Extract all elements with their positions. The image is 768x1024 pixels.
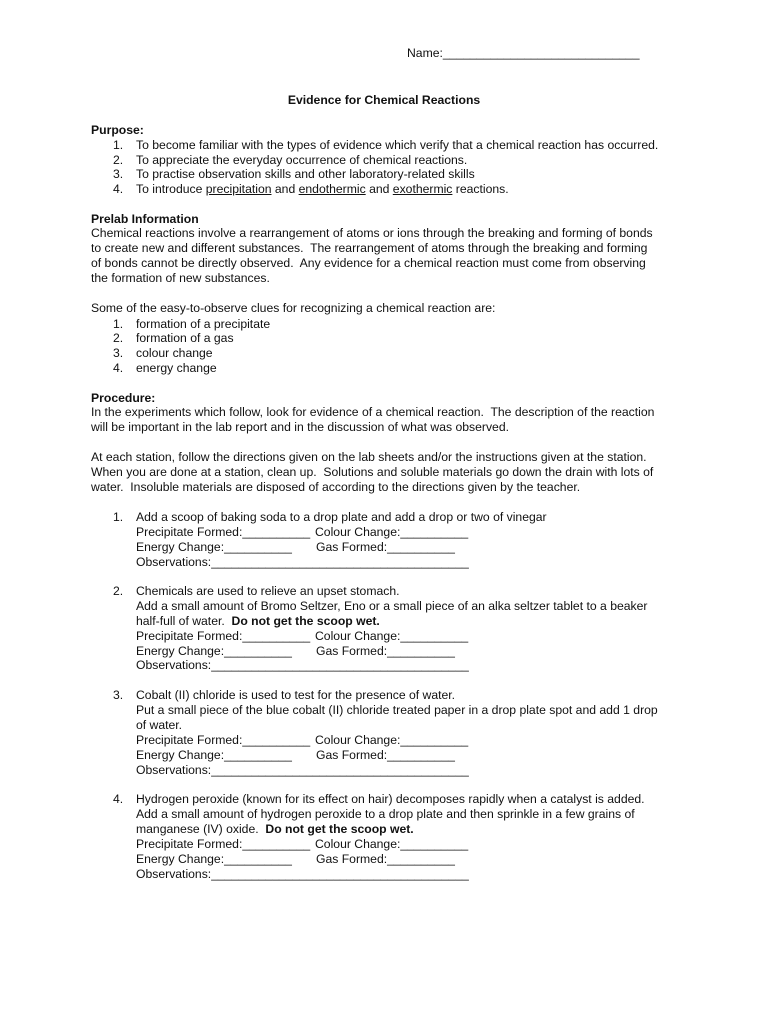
- station-2-line-1: Chemicals are used to relieve an upset stomach.: [136, 584, 400, 598]
- clue-number-1: 1.: [113, 317, 124, 331]
- station-1-observations: Observations:______________________________________: [136, 555, 469, 569]
- station-2-observations: Observations:______________________________________: [136, 658, 469, 672]
- station-4-colour: Colour Change:__________: [315, 837, 469, 851]
- station-4-precipitate: Precipitate Formed:__________: [136, 837, 311, 851]
- station-2-energy: Energy Change:__________: [136, 644, 292, 658]
- clue-item-3: colour change: [136, 346, 213, 360]
- term-precipitation: precipitation: [205, 182, 272, 196]
- term-exothermic: exothermic: [392, 182, 453, 196]
- prelab-heading: Prelab Information: [91, 212, 199, 226]
- procedure-heading: Procedure:: [91, 391, 156, 405]
- station-4-line-3-text: manganese (IV) oxide.: [136, 822, 266, 836]
- purpose-number-3: 3.: [113, 167, 124, 181]
- station-4-warning: Do not get the scoop wet.: [265, 822, 414, 836]
- procedure-p2-line-3: water. Insoluble materials are disposed of according to the directions given by the teacher.: [91, 480, 581, 494]
- clue-number-4: 4.: [113, 361, 124, 375]
- procedure-p2-line-2: When you are done at a station, clean up. Solutions and soluble materials go down the drain with lots of: [91, 465, 654, 479]
- purpose-item-4: [136, 182, 509, 197]
- station-2-gas: Gas Formed:__________: [316, 644, 455, 658]
- clue-item-2: formation of a gas: [136, 331, 234, 345]
- name-field: [407, 46, 639, 61]
- purpose-item-1: To become familiar with the types of evidence which verify that a chemical reaction has occurred.: [136, 138, 659, 152]
- station-2-line-3: [136, 614, 380, 629]
- station-2-warning: Do not get the scoop wet.: [231, 614, 380, 628]
- clue-item-4: energy change: [136, 361, 217, 375]
- prelab-line-1: Chemical reactions involve a rearrangement of atoms or ions through the breaking and forming of bonds: [91, 226, 653, 240]
- purpose-item-4-prefix: To introduce: [136, 182, 206, 196]
- purpose-item-2: To appreciate the everyday occurrence of chemical reactions.: [136, 153, 468, 167]
- station-3-observations: Observations:______________________________________: [136, 763, 469, 777]
- purpose-item-3: To practise observation skills and other laboratory-related skills: [136, 167, 475, 181]
- station-1-precipitate: Precipitate Formed:__________: [136, 525, 311, 539]
- purpose-item-4-and1: and: [271, 182, 299, 196]
- purpose-item-4-and2: and: [365, 182, 393, 196]
- term-endothermic: endothermic: [298, 182, 366, 196]
- station-3-colour: Colour Change:__________: [315, 733, 469, 747]
- purpose-heading: Purpose:: [91, 123, 144, 137]
- station-2-line-3-text: half-full of water.: [136, 614, 232, 628]
- station-3-number: 3.: [113, 688, 124, 702]
- procedure-p1-line-2: will be important in the lab report and in the discussion of what was observed.: [91, 420, 509, 434]
- station-1-gas: Gas Formed:__________: [316, 540, 455, 554]
- station-3-line-3: of water.: [136, 718, 183, 732]
- station-3-line-1: Cobalt (II) chloride is used to test for the presence of water.: [136, 688, 456, 702]
- station-2-precipitate: Precipitate Formed:__________: [136, 629, 311, 643]
- name-label: Name:: [407, 46, 443, 60]
- clue-number-2: 2.: [113, 331, 124, 345]
- station-4-gas: Gas Formed:__________: [316, 852, 455, 866]
- prelab-line-2: to create new and different substances. The rearrangement of atoms through the breaking and forming: [91, 241, 648, 255]
- station-2-colour: Colour Change:__________: [315, 629, 469, 643]
- station-1-colour: Colour Change:__________: [315, 525, 469, 539]
- station-1-number: 1.: [113, 510, 124, 524]
- station-3-energy: Energy Change:__________: [136, 748, 292, 762]
- station-1-energy: Energy Change:__________: [136, 540, 292, 554]
- clues-intro: Some of the easy-to-observe clues for recognizing a chemical reaction are:: [91, 301, 496, 315]
- purpose-number-4: 4.: [113, 182, 124, 196]
- station-3-precipitate: Precipitate Formed:__________: [136, 733, 311, 747]
- prelab-line-3: of bonds cannot be directly observed. Any evidence for a chemical reaction must come from observing: [91, 256, 646, 270]
- purpose-number-1: 1.: [113, 138, 124, 152]
- purpose-number-2: 2.: [113, 153, 124, 167]
- purpose-item-4-suffix: reactions.: [452, 182, 509, 196]
- prelab-line-4: the formation of new substances.: [91, 271, 270, 285]
- clue-number-3: 3.: [113, 346, 124, 360]
- procedure-p1-line-1: In the experiments which follow, look for evidence of a chemical reaction. The description of the reaction: [91, 405, 655, 419]
- station-4-line-1: Hydrogen peroxide (known for its effect on hair) decomposes rapidly when a catalyst is added.: [136, 792, 645, 806]
- station-4-observations: Observations:______________________________________: [136, 867, 469, 881]
- station-3-line-2: Put a small piece of the blue cobalt (II) chloride treated paper in a drop plate spot and add 1 drop: [136, 703, 658, 717]
- procedure-p2-line-1: At each station, follow the directions given on the lab sheets and/or the instructions given at the station.: [91, 450, 647, 464]
- station-4-line-3: [136, 822, 414, 837]
- station-2-number: 2.: [113, 584, 124, 598]
- station-4-number: 4.: [113, 792, 124, 806]
- worksheet-title: Evidence for Chemical Reactions: [287, 93, 481, 107]
- clue-item-1: formation of a precipitate: [136, 317, 271, 331]
- station-4-line-2: Add a small amount of hydrogen peroxide to a drop plate and then sprinkle in a few grains of: [136, 807, 635, 821]
- station-4-energy: Energy Change:__________: [136, 852, 292, 866]
- station-3-gas: Gas Formed:__________: [316, 748, 455, 762]
- station-1-line-1: Add a scoop of baking soda to a drop plate and add a drop or two of vinegar: [136, 510, 547, 524]
- name-blank: _____________________________: [442, 46, 640, 60]
- station-2-line-2: Add a small amount of Bromo Seltzer, Eno or a small piece of an alka seltzer tablet to a beaker: [136, 599, 648, 613]
